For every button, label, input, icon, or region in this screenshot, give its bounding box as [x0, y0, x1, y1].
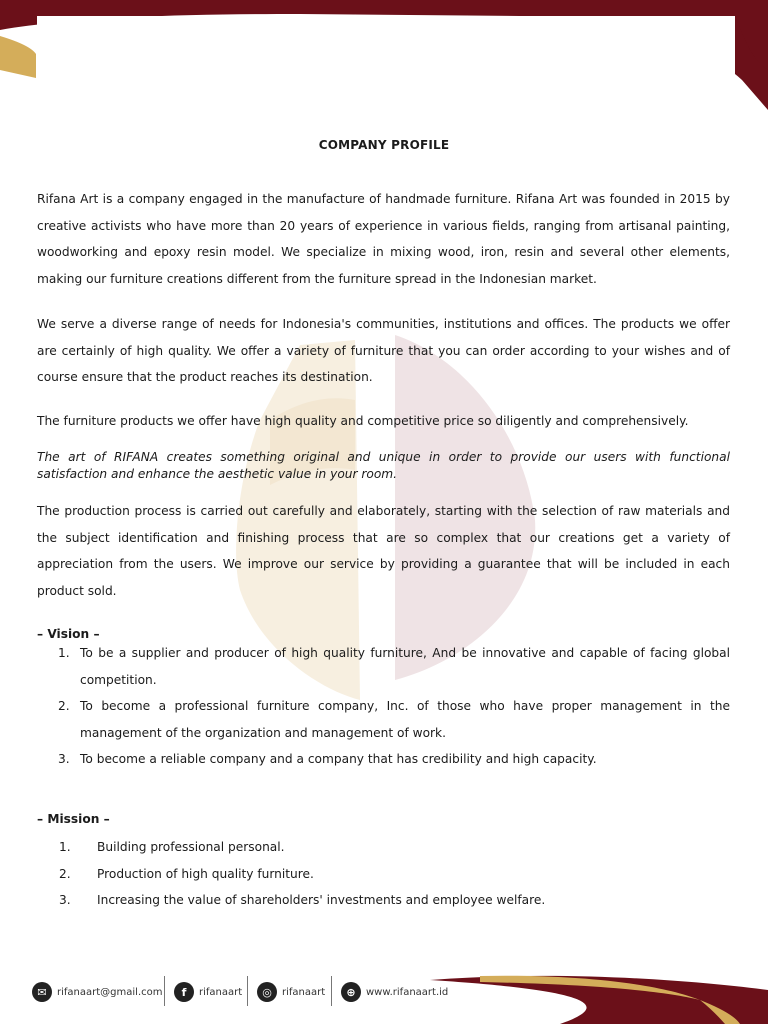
vision-list: [37, 640, 730, 773]
mission-item-text: Increasing the value of shareholders' investments and employee welfare.: [97, 893, 546, 907]
mission-item-text: Building professional personal.: [97, 840, 285, 854]
vision-item-text: To become a professional furniture company, Inc. of those who have proper management in the management of the organization and management of work.: [80, 699, 730, 740]
production-paragraph: The production process is carried out carefully and elaborately, starting with the selection of raw materials and the subject identification and finishing process that are so complex that our creations get a variety of appreciation from the users. We improve our service by providing a guarantee that will be included in each product sold.: [37, 504, 730, 598]
footer-email-text: rifanaart@gmail.com: [57, 986, 163, 998]
mission-item: [37, 834, 730, 861]
quality-paragraph: The furniture products we offer have high quality and competitive price so diligently and comprehensively.: [37, 414, 689, 428]
instagram-icon: ◎: [257, 982, 277, 1002]
services-paragraph: We serve a diverse range of needs for Indonesia's communities, institutions and offices. The products we offer are certainly of high quality. We offer a variety of furniture that you can order according to your wishes and of course ensure that the product reaches its destination.: [37, 317, 730, 384]
vision-item-number: 1.: [58, 646, 70, 660]
mission-item-number: 1.: [59, 840, 71, 854]
mission-item-number: 3.: [59, 893, 71, 907]
mission-item: [37, 887, 730, 914]
mission-list: [37, 834, 730, 914]
vision-item-number: 2.: [58, 699, 70, 713]
footer-website[interactable]: [341, 982, 448, 1002]
mission-item: [37, 861, 730, 888]
vision-item: [37, 746, 730, 773]
email-icon: ✉: [32, 982, 52, 1002]
footer-divider: [331, 976, 332, 1006]
vision-item-text: To be a supplier and producer of high quality furniture, And be innovative and capable of facing global competition.: [80, 646, 730, 687]
footer-email[interactable]: [32, 982, 162, 1002]
mission-item-number: 2.: [59, 866, 71, 881]
vision-heading: – Vision –: [37, 627, 100, 641]
vision-item-text: To become a reliable company and a company that has credibility and high capacity.: [80, 752, 597, 766]
vision-item: [37, 693, 730, 746]
footer-facebook[interactable]: [174, 982, 242, 1002]
mission-heading: – Mission –: [37, 812, 110, 826]
mission-item-text: Production of high quality furniture.: [97, 866, 314, 881]
facebook-icon: f: [174, 982, 194, 1002]
footer-facebook-text: rifanaart: [199, 986, 243, 998]
footer-divider: [247, 976, 248, 1006]
vision-item: [37, 640, 730, 693]
vision-item-number: 3.: [58, 752, 70, 766]
footer-divider: [164, 976, 165, 1006]
globe-icon: ⊕: [341, 982, 361, 1002]
footer-website-text: www.rifanaart.id: [366, 986, 449, 998]
slogan-paragraph: The art of RIFANA creates something original and unique in order to provide our users with functional satisfaction and enhance the aesthetic value in your room.: [37, 450, 730, 481]
page-title: COMPANY PROFILE: [318, 138, 450, 152]
intro-paragraph: Rifana Art is a company engaged in the manufacture of handmade furniture. Rifana Art was founded in 2015 by creative activists who have more than 20 years of experience in various fields, ranging from artisanal painting, woodworking and epoxy resin model. We specialize in mixing wood, iron, resin and several other elements, making our furniture creations different from the furniture spread in the Indonesian market.: [37, 192, 730, 286]
footer-instagram-text: rifanaart: [282, 986, 326, 998]
footer-instagram[interactable]: [257, 982, 325, 1002]
